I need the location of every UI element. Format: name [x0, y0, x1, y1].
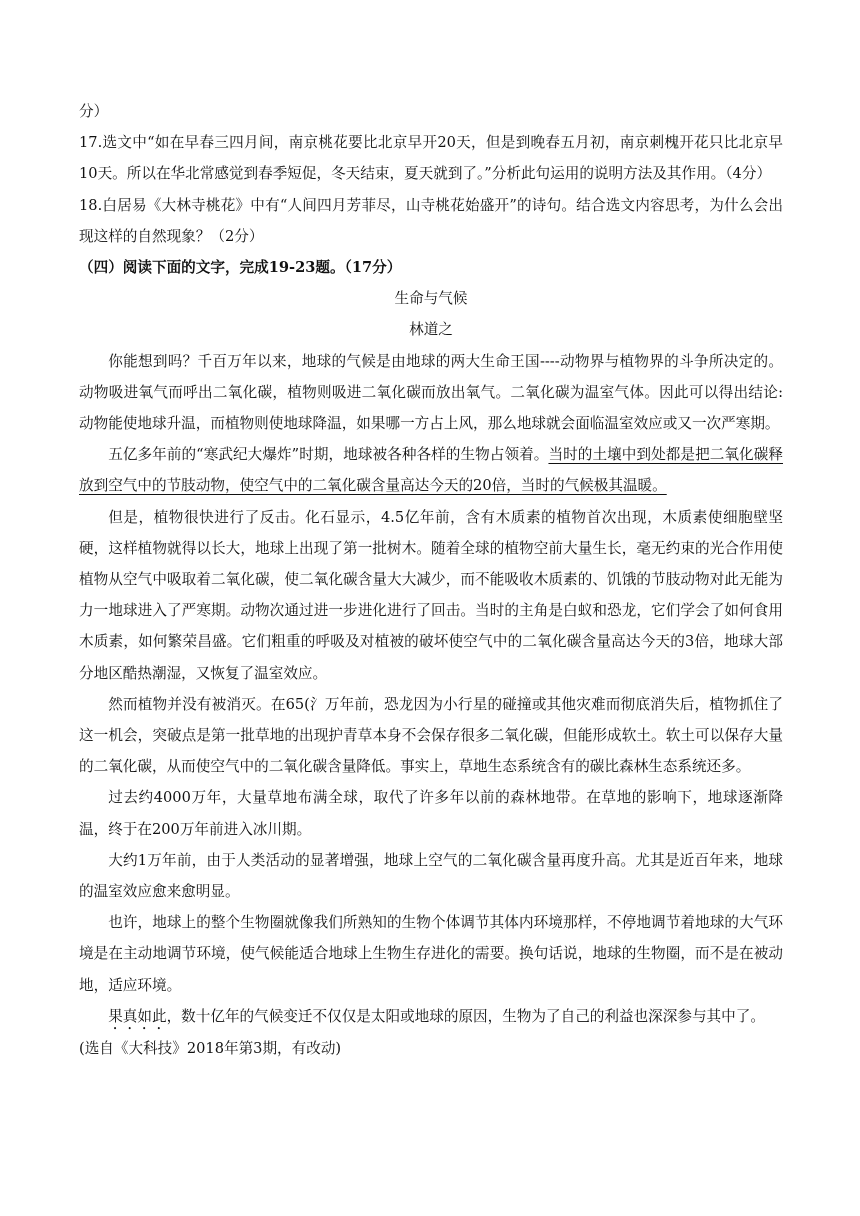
paragraph-4: 然而植物并没有被消灭。在65(氵万年前，恐龙因为小行星的碰撞或其他灾难而彻底消失后，植物抓住了这一机会，突破点是第一批草地的出现护青草本身不会保存很多二氧化碳，但能形成软土。软土可以保存大量的二氧化碳，从而使空气中的二氧化碳含量降低。事实上，草地生态系统含有的碳比森林生态系统还多。 — [79, 695, 783, 776]
paragraph-2 — [79, 439, 783, 501]
paragraph-3: 但是，植物很快进行了反击。化石显示，4.5亿年前，含有木质素的植物首次出现，木质素使细胞壁坚硬，这样植物就得以长大，地球上出现了第一批树木。随着全球的植物空前大量生长，毫无约束的光合作用使植物从空气中吸取着二氧化碳，使二氧化碳含量大大减少，而不能吸收木质素的、饥饿的节肢动物对此无能为力一地球进入了严寒期。动物次通过进一步进化进行了回击。当时的主角是白蚁和恐龙，它们学会了如何食用木质素，如何繁荣昌盛。它们粗重的呼吸及对植被的破坏使空气中的二氧化碳含量高达今天的3倍，地球大部分地区酷热潮湿，又恢复了温室效应。 — [79, 508, 783, 682]
question-16-carryover — [79, 96, 783, 127]
reading-article — [79, 283, 783, 1064]
paragraph-5: 过去约4000万年，大量草地布满全球，取代了许多年以前的森林地带。在草地的影响下，地球逐渐降温，终于在200万年前进入冰川期。 — [79, 789, 783, 838]
carryover-text: 分） — [79, 103, 109, 120]
paragraph-8-rest: ，数十亿年的气候变迁不仅仅是太阳或地球的原因，生物为了自己的利益也深深参与其中了。 — [166, 1007, 765, 1025]
question-17 — [79, 127, 783, 189]
underlined-sentence: 当时的土壤中到处都是把二氧化碳释放到空气中的节肢动物，使空气中的二氧化碳含量高达今天的20倍，当时的气候极其温暖。 — [79, 446, 783, 495]
paragraph-8 — [79, 1001, 783, 1033]
dotted-phrase: 果真如此 — [108, 1007, 167, 1025]
paragraph-1: 你能想到吗？千百万年以来，地球的气候是由地球的两大生命王国----动物界与植物界的斗争所决定的。动物吸进氧气而呼出二氧化碳，植物则吸进二氧化碳而放出氧气。二氧化碳为温室气体。因此可以得出结论:动物能使地球升温，而植物则使地球降温，如果哪一方占上风，那么地球就会面临温室效应或又一次严寒期。 — [79, 352, 783, 433]
question-18 — [79, 190, 783, 252]
article-author: 林道之 — [409, 321, 453, 339]
article-source: (选自《大科技》2018年第3期，有改动) — [79, 1039, 342, 1057]
paragraph-6: 大约1万年前，由于人类活动的显著增强，地球上空气的二氧化碳含量再度升高。尤其是近百年来，地球的温室效应愈来愈明显。 — [79, 851, 783, 901]
section-four — [79, 252, 783, 283]
section-heading: （四）阅读下面的文字，完成19-23题。（17分） — [79, 259, 402, 277]
document-page — [79, 96, 783, 1064]
paragraph-2-intro: 五亿多年前的“寒武纪大爆炸”时期，地球被各种各样的生物占领着。 — [108, 446, 549, 464]
article-title: 生命与气候 — [394, 290, 468, 308]
question-17-text: 17.选文中“如在早春三四月间，南京桃花要比北京早开20天，但是到晚春五月初，南京刺槐开花只比北京早10天。所以在华北常感觉到春季短促，冬天结束，夏天就到了。”分析此句运用的说明方法及其作用。（4分） — [79, 134, 783, 183]
question-18-text: 18.白居易《大林寺桃花》中有“人间四月芳菲尽，山寺桃花始盛开”的诗句。结合选文内容思考，为什么会出现这样的自然现象？（2分） — [79, 196, 783, 245]
paragraph-7: 也许，地球上的整个生物圈就像我们所熟知的生物个体调节其体内环境那样，不停地调节着地球的大气环境是在主动地调节环境，使气候能适合地球上生物生存进化的需要。换句话说，地球的生物圈，而不是在被动地，适应环境。 — [79, 914, 783, 994]
